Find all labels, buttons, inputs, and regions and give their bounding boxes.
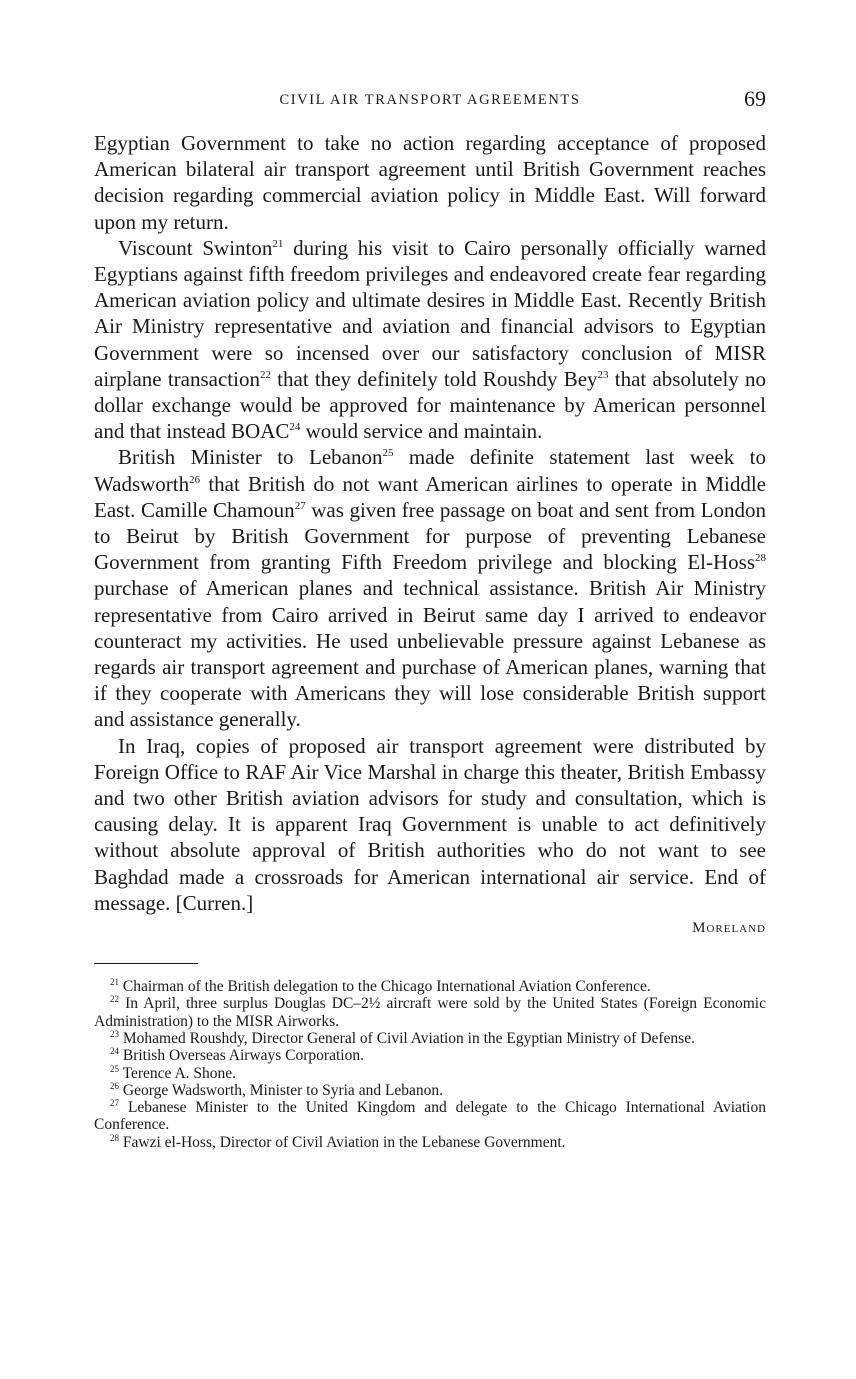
footnote <box>94 1065 766 1082</box>
footnote-number: 23 <box>110 1028 119 1039</box>
text-segment: made definite statement last week to Wadsworth <box>94 445 766 496</box>
running-title: CIVIL AIR TRANSPORT AGREEMENTS <box>279 92 581 108</box>
text-segment: would service and maintain. <box>300 419 543 444</box>
footnote-number: 24 <box>110 1046 119 1057</box>
footnotes <box>94 978 766 1151</box>
body-text <box>94 130 766 916</box>
paragraph-4: In Iraq, copies of proposed air transport agreement were distributed by Foreign Office to RAF Air Vice Marshal in charge this theater, British Embassy and two other British aviation advisors for study and consultation, which is causing delay. It is apparent Iraq Government is unable to act definitively without absolute approval of British authorities who do not want to see Baghdad made a crossroads for American international air service. End of message. [Curren.] <box>94 733 766 915</box>
footnote-ref: 28 <box>755 552 766 565</box>
footnote-ref: 27 <box>294 499 306 512</box>
footnote <box>94 1030 766 1047</box>
footnote-text: Lebanese Minister to the United Kingdom and delegate to the Chicago International Aviation Conference. <box>94 1099 766 1134</box>
text-segment: British Minister to Lebanon <box>118 445 383 470</box>
paragraph-2 <box>94 235 766 445</box>
footnote-ref: 22 <box>259 368 271 381</box>
footnote-number: 26 <box>110 1080 119 1091</box>
footnote-ref: 23 <box>597 368 609 381</box>
footnote-text: British Overseas Airways Corporation. <box>122 1047 364 1065</box>
footnote-ref: 24 <box>289 421 301 434</box>
footnote-number: 28 <box>110 1132 119 1143</box>
footnote <box>94 1047 766 1064</box>
text-segment: that absolutely no dollar exchange would be approved for maintenance by American personnel and that instead BOAC <box>94 366 766 444</box>
footnote-ref: 25 <box>382 447 394 460</box>
footnote-text: Terence A. Shone. <box>122 1064 237 1082</box>
footnote <box>94 1099 766 1134</box>
footnote-number: 25 <box>110 1063 119 1074</box>
text-segment: Viscount Swinton <box>118 235 273 260</box>
footnote <box>94 1134 766 1151</box>
footnote <box>94 1082 766 1099</box>
text-segment: that British do not want American airlines to operate in Middle East. Camille Chamoun <box>94 471 766 522</box>
footnote-text: In April, three surplus Douglas DC–2½ aircraft were sold by the United States (Foreign Economic Administration) to the MISR Airworks. <box>94 995 766 1030</box>
footnote-text: George Wadsworth, Minister to Syria and Lebanon. <box>122 1081 444 1099</box>
running-head <box>94 86 766 116</box>
footnote <box>94 995 766 1030</box>
text-segment: that they definitely told Roushdy Bey <box>270 366 598 391</box>
footnote-number: 21 <box>110 977 119 988</box>
paragraph-1: Egyptian Government to take no action regarding acceptance of proposed American bilateral air transport agreement until British Government reaches decision regarding commercial aviation policy in Middle East. Will forward upon my return. <box>94 131 766 234</box>
text-segment: purchase of American planes and technical assistance. British Air Ministry representative from Cairo arrived in Beirut same day I arrived to endeavor counteract my activities. He used unbelievable pressure against Lebanese as regards air transport agreement and purchase of American planes, warning that if they cooperate with Americans they will lose considerable British support and assistance generally. <box>94 576 766 732</box>
footnote-number: 22 <box>110 994 119 1005</box>
footnote-text: Mohamed Roushdy, Director General of Civil Aviation in the Egyptian Ministry of Defense. <box>122 1029 695 1047</box>
text-segment: during his visit to Cairo personally officially warned Egyptians against fifth freedom privileges and endeavored create fear regarding American aviation policy and ultimate desires in Middle East. Recently British Air Ministry representative and aviation and financial advisors to Egyptian Government were so incensed over our satisfactory conclusion of MISR airplane transaction <box>94 235 766 391</box>
footnote-text: Fawzi el-Hoss, Director of Civil Aviation in the Lebanese Government. <box>122 1133 566 1151</box>
footnote-number: 27 <box>110 1098 119 1109</box>
footnote-divider <box>94 963 198 964</box>
paragraph-3 <box>94 444 766 732</box>
footnote <box>94 978 766 995</box>
document-page <box>94 86 766 1151</box>
text-segment: was given free passage on boat and sent from London to Beirut by British Government for purpose of preventing Lebanese Government from granting Fifth Freedom privilege and blocking El-Hoss <box>94 497 767 575</box>
footnote-text: Chairman of the British delegation to the Chicago International Aviation Conference. <box>122 978 651 996</box>
footnote-ref: 26 <box>189 473 201 486</box>
footnote-ref: 21 <box>272 237 284 250</box>
page-number: 69 <box>744 86 766 111</box>
signature: Moreland <box>692 920 766 937</box>
